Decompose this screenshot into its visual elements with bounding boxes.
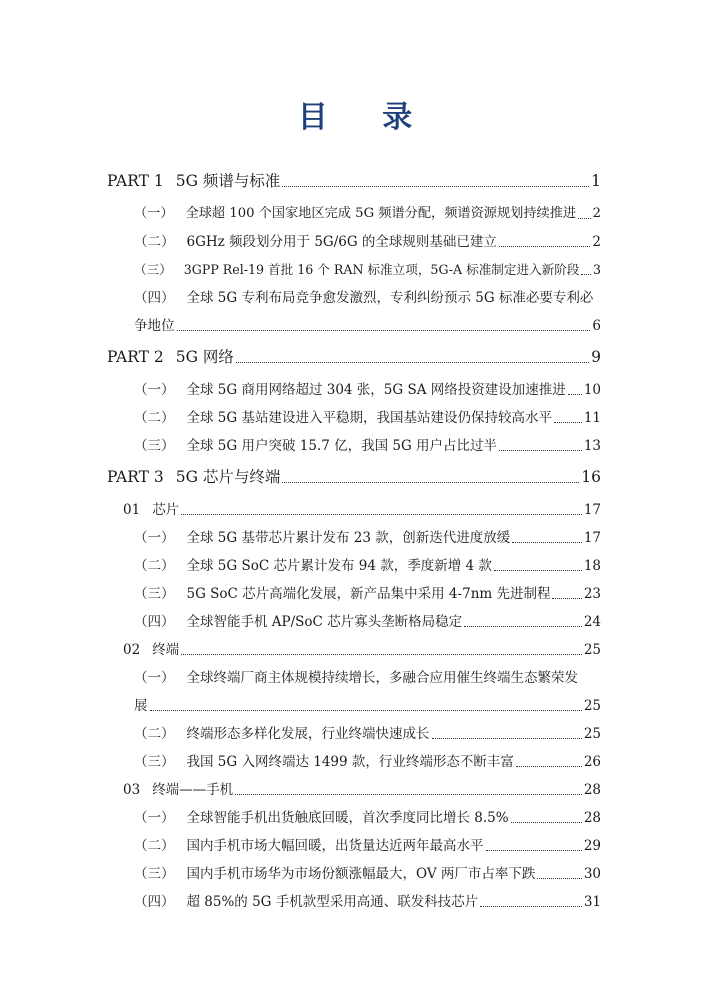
toc-entry-number: （一） [134, 670, 175, 686]
toc-entry-26[interactable] [134, 893, 601, 911]
toc-page-number: 25 [583, 698, 601, 714]
toc-page-number: 2 [592, 206, 601, 221]
toc-entry-text: 我国 5G 入网终端达 1499 款，行业终端形态不断丰富 [186, 754, 514, 770]
toc-entry-number: （二） [134, 726, 175, 742]
toc-entry-label [134, 205, 576, 223]
toc-page-number: 31 [583, 894, 601, 910]
toc-page-number: 17 [583, 530, 601, 546]
toc-entry-15[interactable] [134, 585, 601, 603]
toc-entry-text: 国内手机市场大幅回暖，出货量达近两年最高水平 [186, 838, 484, 854]
toc-page-number: 28 [583, 782, 601, 798]
toc-page-number: 30 [583, 866, 601, 882]
toc-entry-11[interactable] [107, 467, 601, 487]
dot-leader [150, 709, 582, 711]
dot-leader [486, 849, 582, 851]
toc-entry-label [123, 781, 233, 799]
toc-entry-label [134, 613, 462, 631]
toc-page-number: 25 [583, 726, 601, 742]
toc-entry-label [134, 697, 148, 715]
toc-entry-text: 展 [134, 698, 148, 714]
toc-entry-number: （二） [134, 410, 175, 426]
toc-entry-text: 6GHz 频段划分用于 5G/6G 的全球规则基础已建立 [186, 234, 497, 250]
dot-leader [593, 306, 601, 307]
dot-leader [480, 905, 582, 907]
toc-entry-19[interactable] [134, 697, 601, 715]
toc-entry-label [134, 753, 514, 771]
toc-entry-label [134, 837, 484, 855]
toc-entry-12[interactable] [123, 501, 601, 519]
toc-page-number: 26 [583, 754, 601, 770]
toc-entry-21[interactable] [134, 753, 601, 771]
toc-entry-text: 5G 频谱与标准 [175, 172, 281, 190]
toc-page-number: 11 [583, 410, 601, 426]
dot-leader [537, 877, 581, 879]
toc-entry-number: （一） [134, 382, 175, 398]
toc-entry-text: 3GPP Rel-19 首批 16 个 RAN 标准立项，5G-A 标准制定进入新阶段 [183, 262, 580, 277]
toc-page-number: 17 [583, 502, 601, 518]
dot-leader [581, 273, 591, 275]
dot-leader [432, 737, 582, 739]
toc-entry-label [134, 233, 497, 251]
toc-entry-label [107, 467, 280, 487]
toc-entry-1[interactable] [107, 171, 601, 191]
toc-page-number: 6 [592, 318, 601, 334]
toc-entry-text: 国内手机市场华为市场份额涨幅最大，OV 两厂市占率下跌 [186, 866, 536, 882]
toc-entry-text: 终端——手机 [152, 782, 234, 798]
toc-entry-number: PART 2 [107, 348, 164, 366]
toc-entry-number: （三） [134, 754, 175, 770]
toc-page-number: 9 [591, 348, 601, 366]
toc-entry-text: 5G SoC 芯片高端化发展，新产品集中采用 4-7nm 先进制程 [186, 586, 551, 602]
toc-entry-label [134, 409, 552, 427]
toc-entry-text: 5G 网络 [175, 348, 234, 366]
dot-leader [511, 821, 582, 823]
dot-leader [464, 625, 582, 627]
toc-entry-8[interactable] [134, 381, 601, 399]
dot-leader [552, 597, 581, 599]
toc-page-number: 2 [592, 234, 601, 250]
toc-entry-text: 全球超 100 个国家地区完成 5G 频谱分配，频谱资源规划持续推进 [185, 206, 577, 221]
dot-leader [235, 793, 582, 795]
dot-leader [181, 653, 582, 655]
toc-entry-label [134, 261, 579, 279]
toc-entry-label [123, 641, 179, 659]
toc-entry-2[interactable] [134, 205, 601, 223]
toc-entry-24[interactable] [134, 837, 601, 855]
dot-leader [282, 481, 579, 483]
dot-leader [181, 513, 582, 515]
toc-page-number: 25 [583, 642, 601, 658]
toc-entry-number: （四） [134, 614, 175, 630]
toc-entry-label [134, 725, 430, 743]
toc-entry-number: （一） [134, 810, 175, 826]
toc-page-number: 23 [583, 586, 601, 602]
dot-leader [494, 569, 582, 571]
toc-entry-13[interactable] [134, 529, 601, 547]
toc-entry-text: 全球 5G 专利布局竞争愈发激烈，专利纠纷预示 5G 标准必要专利必 [186, 290, 594, 306]
toc-entry-text: 全球 5G 基站建设进入平稳期，我国基站建设仍保持较高水平 [186, 410, 552, 426]
toc-entry-label [134, 557, 492, 575]
toc-page-number: 1 [591, 172, 601, 190]
toc-entry-number: （二） [134, 838, 175, 854]
toc-page-number: 10 [583, 382, 601, 398]
toc-entry-text: 全球 5G 商用网络超过 304 张，5G SA 网络投资建设加速推进 [186, 382, 566, 398]
toc-entry-10[interactable] [134, 437, 601, 455]
dot-leader [177, 329, 591, 331]
toc-entry-label [134, 289, 593, 307]
dot-leader [516, 765, 582, 767]
toc-page-number: 28 [583, 810, 601, 826]
toc-entry-4[interactable] [134, 261, 601, 279]
toc-entry-number: （二） [134, 234, 175, 250]
toc-entry-number: （三） [134, 262, 172, 277]
toc-entry-number: （一） [134, 206, 174, 221]
toc-page-number: 3 [592, 262, 601, 277]
toc-page-number: 29 [583, 838, 601, 854]
toc-entry-7[interactable] [107, 347, 601, 367]
toc-entry-number: （三） [134, 586, 175, 602]
toc-entry-22[interactable] [123, 781, 601, 799]
toc-page-number: 13 [583, 438, 601, 454]
dot-leader [236, 361, 589, 363]
toc-entry-number: 02 [123, 642, 141, 658]
toc-entry-text: 芯片 [152, 502, 180, 518]
toc-page-number: 16 [581, 468, 601, 486]
toc-entry-label [107, 347, 234, 367]
dot-leader [499, 449, 582, 451]
toc-entry-16[interactable] [134, 613, 601, 631]
toc-entry-3[interactable] [134, 233, 601, 251]
toc-entry-text: 全球智能手机 AP/SoC 芯片寡头垄断格局稳定 [186, 614, 463, 630]
toc-entry-number: 01 [123, 502, 141, 518]
toc-entry-text: 全球终端厂商主体规模持续增长，多融合应用催生终端生态繁荣发 [186, 670, 578, 686]
toc-entry-number: 03 [123, 782, 141, 798]
toc-entry-text: 全球 5G 用户突破 15.7 亿，我国 5G 用户占比过半 [186, 438, 498, 454]
toc-entry-label [134, 317, 175, 335]
toc-entry-23[interactable] [134, 809, 601, 827]
toc-entry-number: PART 1 [107, 172, 164, 190]
toc-entry-20[interactable] [134, 725, 601, 743]
toc-entry-number: （一） [134, 530, 175, 546]
toc-entry-label [134, 529, 510, 547]
toc-entry-label [134, 585, 550, 603]
toc-entry-number: （四） [134, 290, 175, 306]
toc-page-number: 24 [583, 614, 601, 630]
toc-entry-18[interactable] [134, 669, 601, 687]
page-title: 目 录 [297, 100, 435, 135]
toc-entry-text: 争地位 [134, 318, 175, 334]
toc-entry-number: （四） [134, 894, 175, 910]
dot-leader [568, 393, 582, 395]
toc-entry-text: 5G 芯片与终端 [175, 468, 281, 486]
toc-entry-number: （三） [134, 438, 175, 454]
toc-entry-text: 全球智能手机出货触底回暖，首次季度同比增长 8.5% [186, 810, 509, 826]
toc-entry-text: 终端形态多样化发展，行业终端快速成长 [186, 726, 430, 742]
toc-entry-label [134, 437, 497, 455]
toc-entry-label [134, 381, 566, 399]
toc-entry-text: 全球 5G 基带芯片累计发布 23 款，创新迭代进度放缓 [186, 530, 511, 546]
toc-entry-label [134, 669, 578, 687]
dot-leader [578, 217, 590, 219]
toc-entry-label [134, 865, 535, 883]
toc-entry-number: （二） [134, 558, 175, 574]
toc-entry-5[interactable] [134, 289, 601, 307]
toc-entry-9[interactable] [134, 409, 601, 427]
toc-entry-label [134, 893, 478, 911]
toc-entry-number: （三） [134, 866, 175, 882]
toc-entry-14[interactable] [134, 557, 601, 575]
dot-leader [282, 185, 589, 187]
toc-entry-text: 终端 [152, 642, 180, 658]
dot-leader [554, 421, 582, 423]
toc-entry-text: 超 85%的 5G 手机款型采用高通、联发科技芯片 [186, 894, 479, 910]
dot-leader [578, 686, 601, 687]
toc-entry-6[interactable] [134, 317, 601, 335]
toc-entry-17[interactable] [123, 641, 601, 659]
toc-entry-label [134, 809, 509, 827]
toc-entry-number: PART 3 [107, 468, 164, 486]
toc-entry-text: 全球 5G SoC 芯片累计发布 94 款，季度新增 4 款 [186, 558, 492, 574]
dot-leader [499, 245, 590, 247]
dot-leader [512, 541, 582, 543]
toc-entry-25[interactable] [134, 865, 601, 883]
toc-entry-label [123, 501, 179, 519]
toc-entry-label [107, 171, 280, 191]
toc-page-number: 18 [583, 558, 601, 574]
